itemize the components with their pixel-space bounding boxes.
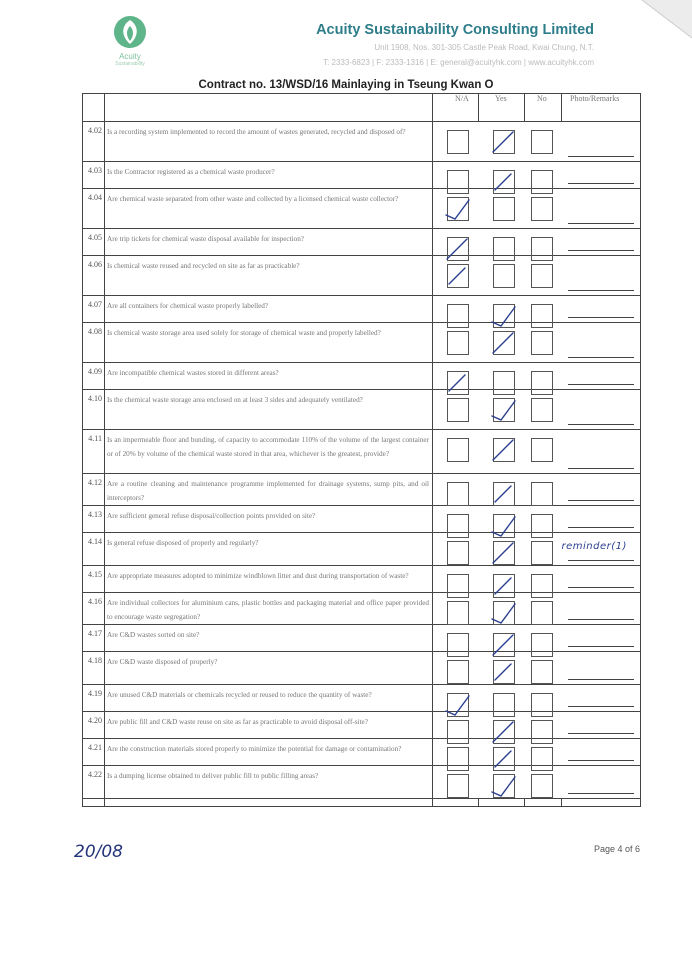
row-question: Are the construction materials stored properly to minimize the potential for damage or contamination?	[105, 739, 433, 766]
row-question: Is chemical waste storage area used solely for storage of chemical waste and properly labelled?	[105, 323, 433, 363]
remarks-cell	[562, 363, 641, 390]
row-question: Are incompatible chemical wastes stored in different areas?	[105, 363, 433, 390]
column-na-header: N/A	[433, 94, 479, 122]
answer-cell-na	[433, 625, 479, 652]
checkmark-stroke	[493, 333, 513, 353]
answer-cell-no	[525, 474, 562, 506]
checkbox-no[interactable]	[531, 774, 553, 798]
answer-cell-yes	[479, 625, 525, 652]
empty-cell	[433, 799, 479, 807]
empty-cell	[525, 799, 562, 807]
row-number: 4.10	[83, 390, 105, 430]
row-number: 4.17	[83, 625, 105, 652]
row-number: 4.14	[83, 533, 105, 566]
answer-cell-yes	[479, 229, 525, 256]
remarks-line[interactable]	[568, 706, 635, 707]
row-number: 4.22	[83, 766, 105, 799]
answer-cell-yes	[479, 593, 525, 625]
remarks-line[interactable]	[568, 384, 635, 385]
checklist-row	[83, 652, 641, 685]
remarks-cell	[562, 506, 641, 533]
row-question: Is general refuse disposed of properly and regularly?	[105, 533, 433, 566]
row-question: Are individual collectors for aluminium cans, plastic bottles and packaging material and office paper provided to encourage waste segregation?	[105, 593, 433, 625]
checkmark-icon	[487, 539, 517, 565]
row-number: 4.06	[83, 256, 105, 296]
checklist-row	[83, 712, 641, 739]
column-no-header: No	[525, 94, 562, 122]
row-question: Is an impermeable floor and bunding, of capacity to accommodate 110% of the volume of the largest container or of 20% by volume of the chemical waste stored in that area, whichever is the greatest, provide?	[105, 430, 433, 474]
answer-cell-yes	[479, 390, 525, 430]
answer-cell-na	[433, 390, 479, 430]
answer-cell-yes	[479, 506, 525, 533]
checkmark-icon	[487, 772, 517, 798]
remarks-cell	[562, 533, 641, 566]
remarks-line[interactable]	[568, 223, 635, 224]
answer-cell-yes	[479, 296, 525, 323]
checkmark-stroke	[446, 200, 469, 219]
answer-cell-yes	[479, 712, 525, 739]
empty-cell	[105, 799, 433, 807]
header-num-cell	[83, 94, 105, 122]
row-question: Are chemical waste separated from other waste and collected by a licensed chemical waste collector?	[105, 189, 433, 229]
answer-cell-no	[525, 390, 562, 430]
remarks-cell	[562, 593, 641, 625]
checkmark-stroke	[495, 486, 511, 502]
checkmark-icon	[487, 329, 517, 355]
checklist-row	[83, 566, 641, 593]
answer-cell-na	[433, 323, 479, 363]
handwritten-date	[72, 835, 138, 865]
checkmark-stroke	[493, 132, 513, 152]
checkmark-stroke	[493, 440, 513, 460]
answer-cell-no	[525, 189, 562, 229]
answer-cell-na	[433, 739, 479, 766]
answer-cell-no	[525, 122, 562, 162]
checkbox-no[interactable]	[531, 331, 553, 355]
remarks-line[interactable]	[568, 560, 635, 561]
remarks-cell	[562, 390, 641, 430]
checkmark-icon	[441, 195, 471, 221]
row-number: 4.15	[83, 566, 105, 593]
column-remarks-header: Photo/Remarks	[562, 94, 641, 122]
handwritten-remark: reminder(1)	[561, 541, 627, 552]
checklist-row	[83, 430, 641, 474]
remarks-cell	[562, 296, 641, 323]
answer-cell-no	[525, 533, 562, 566]
page-number: Page 4 of 6	[594, 844, 641, 854]
remarks-cell	[562, 685, 641, 712]
row-number: 4.20	[83, 712, 105, 739]
checklist-row	[83, 296, 641, 323]
answer-cell-yes	[479, 162, 525, 189]
company-name: Acuity Sustainability Consulting Limited	[316, 22, 594, 38]
answer-cell-yes	[479, 739, 525, 766]
checkmark-icon	[487, 396, 517, 422]
checklist-row	[83, 363, 641, 390]
row-question: Are trip tickets for chemical waste disposal available for inspection?	[105, 229, 433, 256]
company-block	[316, 22, 594, 68]
checklist-row	[83, 685, 641, 712]
remarks-cell	[562, 712, 641, 739]
checkmark-icon	[441, 262, 471, 288]
row-question: Are C&D waste disposed of properly?	[105, 652, 433, 685]
checkbox-no[interactable]	[531, 264, 553, 288]
answer-cell-na	[433, 229, 479, 256]
answer-cell-na	[433, 712, 479, 739]
remarks-cell	[562, 430, 641, 474]
answer-cell-yes	[479, 430, 525, 474]
remarks-line[interactable]	[568, 468, 635, 469]
checkbox-na[interactable]	[447, 130, 469, 154]
answer-cell-yes	[479, 685, 525, 712]
checklist-row	[83, 474, 641, 506]
answer-cell-na	[433, 593, 479, 625]
checkbox-yes[interactable]	[493, 197, 515, 221]
row-question: Is the chemical waste storage area enclosed on at least 3 sides and adequately ventilated?	[105, 390, 433, 430]
checklist-row	[83, 506, 641, 533]
answer-cell-yes	[479, 256, 525, 296]
answer-cell-na	[433, 685, 479, 712]
answer-cell-na	[433, 533, 479, 566]
empty-cell	[479, 799, 525, 807]
remarks-cell	[562, 739, 641, 766]
answer-cell-na	[433, 162, 479, 189]
checkbox-na[interactable]	[447, 482, 469, 506]
row-question: Are a routine cleaning and maintenance programme implemented for drainage systems, sump pits, and oil interceptors?	[105, 474, 433, 506]
header-row	[83, 94, 641, 122]
checklist-row	[83, 122, 641, 162]
row-number: 4.03	[83, 162, 105, 189]
checkmark-icon	[487, 480, 517, 506]
row-number: 4.08	[83, 323, 105, 363]
logo-text: Acuity	[119, 52, 141, 61]
remarks-line[interactable]	[568, 250, 635, 251]
answer-cell-no	[525, 430, 562, 474]
checkbox-na[interactable]	[447, 601, 469, 625]
answer-cell-no	[525, 363, 562, 390]
answer-cell-no	[525, 256, 562, 296]
answer-cell-na	[433, 256, 479, 296]
answer-cell-no	[525, 162, 562, 189]
row-question: Is the Contractor registered as a chemical waste producer?	[105, 162, 433, 189]
checkbox-na[interactable]	[447, 398, 469, 422]
checklist-row	[83, 323, 641, 363]
remarks-cell	[562, 256, 641, 296]
row-number: 4.04	[83, 189, 105, 229]
answer-cell-na	[433, 566, 479, 593]
checkmark-icon	[487, 128, 517, 154]
checklist-row	[83, 229, 641, 256]
remarks-cell	[562, 162, 641, 189]
answer-cell-no	[525, 739, 562, 766]
remarks-line[interactable]	[568, 500, 635, 501]
remarks-line[interactable]	[568, 156, 635, 157]
column-yes-header: Yes	[479, 94, 525, 122]
checkbox-na[interactable]	[447, 774, 469, 798]
company-logo	[100, 14, 160, 67]
remarks-line[interactable]	[568, 183, 635, 184]
row-number: 4.21	[83, 739, 105, 766]
checkbox-no[interactable]	[531, 541, 553, 565]
remarks-cell	[562, 566, 641, 593]
checklist-row	[83, 256, 641, 296]
checkbox-na[interactable]	[447, 331, 469, 355]
remarks-line[interactable]	[568, 357, 635, 358]
answer-cell-yes	[479, 533, 525, 566]
checkbox-na[interactable]	[447, 438, 469, 462]
empty-cell	[83, 799, 105, 807]
answer-cell-na	[433, 766, 479, 799]
answer-cell-no	[525, 593, 562, 625]
checkmark-icon	[487, 599, 517, 625]
contract-title: Contract no. 13/WSD/16 Mainlaying in Tseung Kwan O	[198, 79, 494, 91]
answer-cell-na	[433, 430, 479, 474]
checklist-row	[83, 189, 641, 229]
answer-cell-na	[433, 474, 479, 506]
remarks-line[interactable]	[568, 587, 635, 588]
remarks-line[interactable]	[568, 290, 635, 291]
remarks-cell	[562, 766, 641, 799]
checkmark-stroke	[492, 401, 515, 420]
row-question: Is chemical waste reused and recycled on site as far as practicable?	[105, 256, 433, 296]
checkbox-no[interactable]	[531, 601, 553, 625]
answer-cell-no	[525, 566, 562, 593]
answer-cell-na	[433, 189, 479, 229]
row-question: Are public fill and C&D waste reuse on site as far as practicable to avoid disposal off-site?	[105, 712, 433, 739]
remarks-line[interactable]	[568, 760, 635, 761]
remarks-cell	[562, 229, 641, 256]
checklist-row	[83, 766, 641, 799]
checkbox-no[interactable]	[531, 398, 553, 422]
row-question: Are C&D wastes sorted on site?	[105, 625, 433, 652]
checkmark-stroke	[495, 664, 511, 680]
checkbox-no[interactable]	[531, 130, 553, 154]
leaf-logo-icon	[111, 14, 149, 50]
checkbox-no[interactable]	[531, 438, 553, 462]
checklist-row	[83, 390, 641, 430]
remarks-line[interactable]	[568, 619, 635, 620]
checkmark-stroke	[493, 543, 513, 563]
checkbox-no[interactable]	[531, 660, 553, 684]
row-number: 4.16	[83, 593, 105, 625]
answer-cell-no	[525, 229, 562, 256]
row-question: Are appropriate measures adopted to minimize windblown litter and dust during transportation of waste?	[105, 566, 433, 593]
checklist-row	[83, 533, 641, 566]
remarks-line[interactable]	[568, 733, 635, 734]
remarks-cell	[562, 122, 641, 162]
remarks-line[interactable]	[568, 424, 635, 425]
row-question: Is a recording system implemented to record the amount of wastes generated, recycled and disposed of?	[105, 122, 433, 162]
company-address: Unit 1908, Nos. 301-305 Castle Peak Road, Kwai Chung, N.T.	[374, 43, 594, 52]
remarks-line[interactable]	[568, 646, 635, 647]
row-number: 4.11	[83, 430, 105, 474]
checkmark-stroke	[449, 268, 465, 284]
remarks-cell	[562, 323, 641, 363]
row-number: 4.18	[83, 652, 105, 685]
checkbox-yes[interactable]	[493, 264, 515, 288]
row-number: 4.12	[83, 474, 105, 506]
row-number: 4.09	[83, 363, 105, 390]
remarks-line[interactable]	[568, 793, 635, 794]
answer-cell-na	[433, 363, 479, 390]
row-question: Are unused C&D materials or chemicals recycled or reused to reduce the quantity of waste?	[105, 685, 433, 712]
checklist-row	[83, 162, 641, 189]
answer-cell-yes	[479, 474, 525, 506]
answer-cell-no	[525, 506, 562, 533]
remarks-cell	[562, 625, 641, 652]
checkbox-no[interactable]	[531, 197, 553, 221]
checkbox-no[interactable]	[531, 482, 553, 506]
checklist-row	[83, 625, 641, 652]
answer-cell-yes	[479, 766, 525, 799]
row-number: 4.13	[83, 506, 105, 533]
remarks-line[interactable]	[568, 527, 635, 528]
row-number: 4.05	[83, 229, 105, 256]
answer-cell-yes	[479, 122, 525, 162]
row-question: Are all containers for chemical waste properly labelled?	[105, 296, 433, 323]
remarks-line[interactable]	[568, 317, 635, 318]
answer-cell-yes	[479, 189, 525, 229]
answer-cell-no	[525, 323, 562, 363]
empty-cell	[562, 799, 641, 807]
checkmark-stroke	[492, 777, 515, 796]
row-number: 4.19	[83, 685, 105, 712]
answer-cell-na	[433, 122, 479, 162]
answer-cell-na	[433, 652, 479, 685]
answer-cell-yes	[479, 652, 525, 685]
checkmark-icon	[487, 658, 517, 684]
checkmark-icon	[487, 436, 517, 462]
answer-cell-no	[525, 625, 562, 652]
checkbox-na[interactable]	[447, 541, 469, 565]
answer-cell-yes	[479, 566, 525, 593]
answer-cell-na	[433, 506, 479, 533]
header-question-cell	[105, 94, 433, 122]
answer-cell-no	[525, 652, 562, 685]
remarks-cell	[562, 474, 641, 506]
page-fold-corner	[632, 0, 692, 40]
company-contact: T: 2333-6823 | F: 2333-1316 | E: general@acuityhk.com | www.acuityhk.com	[323, 58, 594, 67]
answer-cell-no	[525, 685, 562, 712]
remarks-cell	[562, 189, 641, 229]
answer-cell-yes	[479, 323, 525, 363]
remarks-line[interactable]	[568, 679, 635, 680]
checkbox-na[interactable]	[447, 660, 469, 684]
row-number: 4.07	[83, 296, 105, 323]
answer-cell-na	[433, 296, 479, 323]
row-number: 4.02	[83, 122, 105, 162]
checklist-row	[83, 593, 641, 625]
answer-cell-no	[525, 766, 562, 799]
remarks-cell	[562, 652, 641, 685]
handwritten-date-text: 20/08	[74, 842, 123, 862]
row-question: Are sufficient general refuse disposal/collection points provided on site?	[105, 506, 433, 533]
checklist-row	[83, 739, 641, 766]
answer-cell-yes	[479, 363, 525, 390]
answer-cell-no	[525, 296, 562, 323]
answer-cell-no	[525, 712, 562, 739]
table-bottom-row	[83, 799, 641, 807]
row-question: Is a dumping license obtained to deliver public fill to public filling areas?	[105, 766, 433, 799]
checklist-table	[82, 93, 641, 807]
checkmark-stroke	[492, 604, 515, 623]
logo-subtext: Sustainability	[115, 61, 145, 67]
